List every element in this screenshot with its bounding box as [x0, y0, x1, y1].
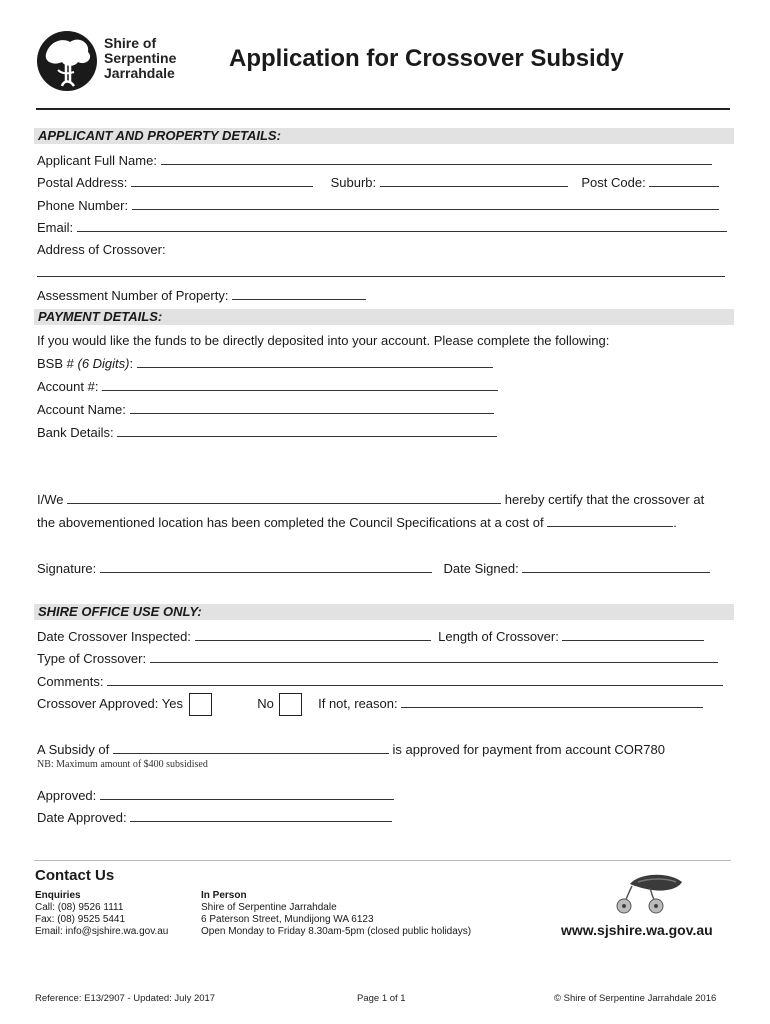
enquiries-title: Enquiries: [35, 890, 81, 901]
subsidy-account-text: is approved for payment from account COR780: [392, 742, 665, 757]
shire-logo-icon: [34, 30, 104, 92]
gumnut-illustration-icon: [610, 870, 690, 916]
full-name-label: Applicant Full Name:: [37, 153, 157, 168]
header-divider: [36, 108, 730, 110]
postal-label: Postal Address:: [37, 175, 128, 190]
length-field[interactable]: [562, 628, 704, 641]
postal-field[interactable]: [131, 174, 313, 187]
signature-label: Signature:: [37, 561, 97, 576]
approved-row: [37, 787, 394, 804]
fax-text: Fax: (08) 9525 5441: [35, 914, 126, 925]
section-applicant-heading: APPLICANT AND PROPERTY DETAILS:: [34, 128, 734, 144]
suburb-label: Suburb:: [330, 175, 377, 190]
subsidy-note: NB: Maximum amount of $400 subsidised: [37, 759, 208, 770]
bsb-row: [37, 355, 493, 372]
phone-label: Phone Number:: [37, 198, 129, 213]
in-person-title: In Person: [201, 890, 247, 901]
in-person-block: [201, 890, 471, 938]
payment-intro: If you would like the funds to be directly deposited into your account. Please complete the following:: [37, 333, 610, 348]
assessment-row: [37, 287, 366, 304]
iwe-field[interactable]: [67, 491, 501, 504]
iwe-label: I/We: [37, 492, 64, 507]
yes-checkbox[interactable]: [189, 693, 212, 716]
office-name: Shire of Serpentine Jarrahdale: [201, 902, 337, 913]
contact-email-link[interactable]: Email: info@sjshire.wa.gov.au: [35, 926, 169, 937]
no-checkbox[interactable]: [279, 693, 302, 716]
signature-field[interactable]: [100, 560, 432, 573]
type-field[interactable]: [150, 650, 718, 663]
bsb-hint: (6 Digits): [77, 356, 130, 371]
type-row: [37, 650, 718, 667]
date-approved-field[interactable]: [130, 809, 392, 822]
approved-label: Approved:: [37, 788, 97, 803]
website-link[interactable]: www.sjshire.wa.gov.au: [561, 922, 713, 938]
signature-row: [37, 560, 710, 577]
footer-copyright: © Shire of Serpentine Jarrahdale 2016: [554, 993, 717, 1004]
office-address: 6 Paterson Street, Mundijong WA 6123: [201, 914, 374, 925]
account-number-field[interactable]: [102, 378, 498, 391]
account-number-row: [37, 378, 498, 395]
no-label: No: [257, 696, 274, 711]
certify-text: hereby certify that the crossover at: [504, 492, 705, 507]
crossover-address-label: Address of Crossover:: [37, 242, 166, 257]
comments-field[interactable]: [107, 673, 723, 686]
bsb-colon: :: [129, 356, 134, 371]
reason-field[interactable]: [401, 695, 703, 708]
comments-label: Comments:: [37, 674, 104, 689]
page-title: Application for Crossover Subsidy: [229, 45, 624, 72]
date-inspected-field[interactable]: [195, 628, 431, 641]
assessment-field[interactable]: [232, 287, 366, 300]
account-name-label: Account Name:: [37, 402, 126, 417]
type-label: Type of Crossover:: [37, 651, 147, 666]
full-name-field[interactable]: [161, 152, 712, 165]
contact-divider: [34, 860, 731, 861]
footer-reference: Reference: E13/2907 - Updated: July 2017: [35, 993, 216, 1004]
account-name-row: [37, 401, 494, 418]
email-field[interactable]: [77, 219, 727, 232]
subsidy-row: [37, 741, 665, 758]
subsidy-field[interactable]: [113, 741, 389, 754]
inspected-row: [37, 628, 704, 645]
footer-page-number: Page 1 of 1: [357, 993, 406, 1004]
approved-yes-label: Crossover Approved: Yes: [37, 696, 183, 711]
section-payment-heading: PAYMENT DETAILS:: [34, 309, 734, 325]
assessment-label: Assessment Number of Property:: [37, 288, 229, 303]
approved-field[interactable]: [100, 787, 394, 800]
date-approved-label: Date Approved:: [37, 810, 127, 825]
crossover-address-field[interactable]: [37, 264, 725, 277]
date-inspected-label: Date Crossover Inspected:: [37, 629, 191, 644]
account-number-label: Account #:: [37, 379, 99, 394]
contact-title: Contact Us: [35, 867, 115, 884]
account-name-field[interactable]: [130, 401, 494, 414]
reason-label: If not, reason:: [318, 696, 398, 711]
postcode-label: Post Code:: [581, 175, 646, 190]
date-approved-row: [37, 809, 392, 826]
date-signed-field[interactable]: [522, 560, 710, 573]
office-hours: Open Monday to Friday 8.30am-5pm (closed public holidays): [201, 926, 472, 937]
cost-field[interactable]: [547, 514, 673, 527]
bank-details-label: Bank Details:: [37, 425, 114, 440]
bsb-label: BSB #: [37, 356, 74, 371]
postcode-field[interactable]: [649, 174, 719, 187]
bsb-field[interactable]: [137, 355, 493, 368]
logo-wordmark: Shire of Serpentine Jarrahdale: [104, 35, 177, 81]
cost-text: the abovementioned location has been completed the Council Specifications at a cost of: [37, 515, 544, 530]
certify-row: [37, 491, 704, 508]
length-label: Length of Crossover:: [438, 629, 559, 644]
cost-row: [37, 514, 677, 531]
full-name-row: [37, 152, 712, 169]
email-label: Email:: [37, 220, 74, 235]
subsidy-label: A Subsidy of: [37, 742, 110, 757]
email-row: [37, 219, 727, 236]
date-signed-label: Date Signed:: [443, 561, 519, 576]
bank-details-row: [37, 424, 497, 441]
suburb-field[interactable]: [380, 174, 568, 187]
crossover-address-row: [37, 264, 725, 281]
phone-field[interactable]: [132, 197, 719, 210]
enquiries-block: [35, 890, 168, 938]
approval-row: [37, 693, 703, 716]
postal-row: [37, 174, 719, 191]
bank-details-field[interactable]: [117, 424, 497, 437]
call-text: Call: (08) 9526 1111: [35, 902, 124, 913]
comments-row: [37, 673, 723, 690]
section-office-heading: SHIRE OFFICE USE ONLY:: [34, 604, 734, 620]
cost-period: .: [673, 515, 677, 530]
phone-row: [37, 197, 719, 214]
